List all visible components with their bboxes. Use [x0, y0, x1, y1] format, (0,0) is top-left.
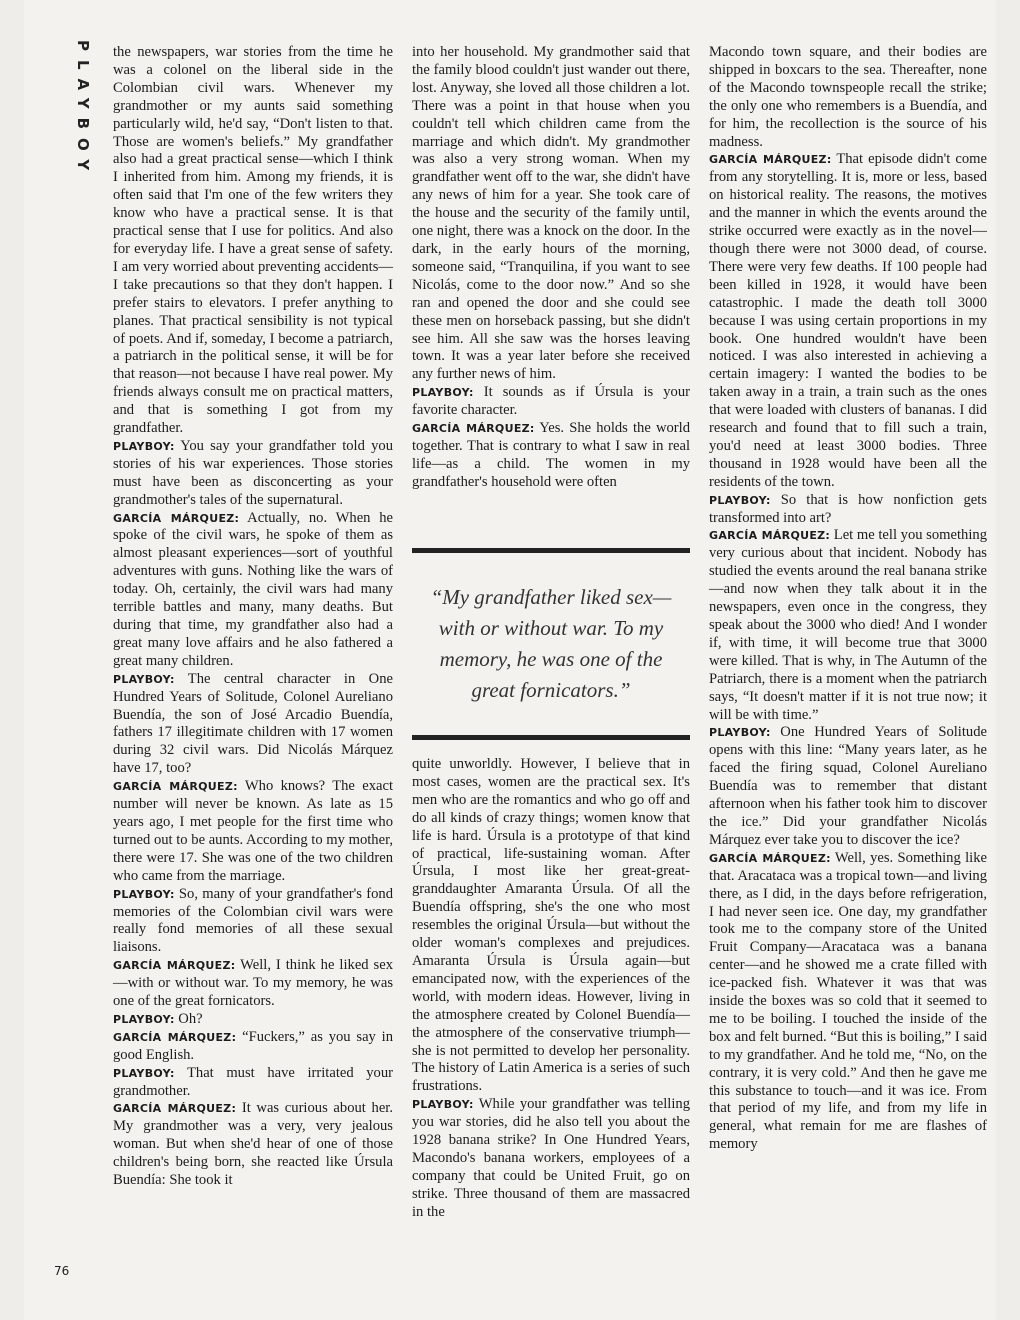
- paragraph-text: “Fuckers,” as you say in good English.: [113, 1028, 394, 1063]
- paragraph-text: It sounds as if Úrsula is your favorite character.: [412, 384, 690, 419]
- paragraph-text: into her household. My grandmother said that the family blood couldn't just wander out there, lost. Anyway, she loved all those children a lot. There was a point in that house when you couldn't tell which children came from the marriage and which didn't. My grandmother was also a very strong woman. When my grandfather went off to the war, she didn't have any news of him for a year. She took care of the house and the security of the family until, one night, there was a knock on the door. In the dark, in the early hours of the morning, someone said, “Tranquilina, if you want to see Nicolás, come to the door now.” And so she ran and opened the door and she could see these men on horseback passing, but she didn't see him. All she saw was the horses leaving town. It was a year later before she received any further news of him.: [412, 44, 690, 383]
- paragraph: [412, 384, 690, 420]
- paragraph: [709, 850, 987, 1154]
- paragraph-text: While your grandfather was telling you war stories, did he also tell you about the 1928 banana strike? In One Hundred Years, Macondo's banana workers, employees of a company that could be United Fruit, go on strike. Three thousand of them are massacred in the: [412, 1096, 690, 1220]
- speaker-label: GARCÍA MÁRQUEZ:: [113, 1102, 237, 1116]
- speaker-label: PLAYBOY:: [113, 1066, 175, 1080]
- paragraph-text: It was curious about her. My grandmother was a very, very jealous woman. But when she'd hear of one of those children's being born, she reacted like Úrsula Buendía: She took it: [113, 1100, 394, 1189]
- paragraph-text: One Hundred Years of Solitude opens with this line: “Many years later, as he faced the firing squad, Colonel Aureliano Buendía was to remember that distant afternoon when his father took him to discover the ice.” Did your grandfather Nicolás Márquez ever take you to discover the ice?: [709, 724, 987, 848]
- text-column-1: [113, 44, 393, 1190]
- paragraph: [709, 724, 987, 849]
- paragraph: [412, 44, 690, 384]
- paragraph: [113, 44, 393, 438]
- magazine-page: [24, 0, 996, 1320]
- paragraph-text: Well, I think he liked sex—with or without war. To my memory, he was one of the great fornicators.: [113, 957, 393, 1010]
- speaker-label: PLAYBOY:: [709, 493, 771, 507]
- page-number: 76: [54, 1264, 70, 1278]
- speaker-label: GARCÍA MÁRQUEZ:: [113, 959, 236, 973]
- paragraph-text: Yes. She holds the world together. That is contrary to what I saw in real life—as a child. The women in my grandfather's household were often: [412, 420, 690, 490]
- speaker-label: GARCÍA MÁRQUEZ:: [412, 422, 535, 436]
- speaker-label: GARCÍA MÁRQUEZ:: [709, 529, 831, 543]
- speaker-label: PLAYBOY:: [412, 386, 474, 400]
- pull-quote-text: “My grandfather liked sex—with or without war. To my memory, he was one of the great fornicators.”: [430, 585, 672, 702]
- paragraph: [412, 756, 690, 1096]
- paragraph-text: So, many of your grandfather's fond memories of the Colombian civil wars were really fond memories of all these sexual liaisons.: [113, 885, 393, 956]
- paragraph: [113, 510, 393, 671]
- speaker-label: PLAYBOY:: [709, 726, 771, 740]
- paragraph: [113, 1100, 393, 1190]
- speaker-label: GARCÍA MÁRQUEZ:: [113, 511, 240, 525]
- paragraph: [709, 44, 987, 151]
- speaker-label: PLAYBOY:: [412, 1098, 474, 1112]
- paragraph-text: Who knows? The exact number will never be known. As late as 15 years ago, I met people for the first time who turned out to be aunts. According to my mother, there were 17. She was one of the two children who came from the marriage.: [113, 778, 394, 884]
- paragraph-text: The central character in One Hundred Years of Solitude, Colonel Aureliano Buendía, the son of José Arcadio Buendía, fathers 17 illegitimate children with 17 women during 32 civil wars. Did Nicolás Márquez have 17, too?: [113, 670, 393, 777]
- speaker-label: GARCÍA MÁRQUEZ:: [113, 780, 238, 794]
- paragraph: [412, 420, 690, 492]
- speaker-label: PLAYBOY:: [113, 887, 175, 901]
- text-column-3: [709, 44, 987, 1154]
- paragraph-text: quite unworldly. However, I believe that in most cases, women are the practical sex. It's men who are the romantics and who go off and do all kinds of crazy things; women know that life is hard. Úrsula is a prototype of that kind of practical, life-sustaining woman. After Úrsula, I most like her great-great-granddaughter Amaranta Úrsula. Of all the Buendía offspring, she's the one who most resembles the original Úrsula—but without the older woman's complexes and prejudices. Amaranta Úrsula is Úrsula again—but emancipated now, with the experiences of the world, with modern ideas. However, living in the atmosphere created by Colonel Buendía—the atmosphere of the conservative triumph—she is not permitted to develop her personality. The history of Latin America is a series of such frustrations.: [412, 756, 690, 1095]
- speaker-label: GARCÍA MÁRQUEZ:: [709, 153, 832, 167]
- paragraph-text: That must have irritated your grandmother.: [113, 1064, 393, 1099]
- paragraph: [113, 1029, 393, 1065]
- text-column-2-bottom: [412, 756, 690, 1222]
- speaker-label: PLAYBOY:: [113, 439, 175, 453]
- paragraph: [113, 438, 393, 510]
- speaker-label: GARCÍA MÁRQUEZ:: [709, 851, 831, 865]
- paragraph: [709, 527, 987, 724]
- speaker-label: GARCÍA MÁRQUEZ:: [113, 1030, 237, 1044]
- paragraph-text: Actually, no. When he spoke of the civil wars, he spoke of them as almost pleasant experiences—sort of youthful adventures with guns. Nothing like the wars of today. Oh, certainly, the civil wars had many terrible battles and many, many deaths. But during that time, my grandfather also had a great many love affairs and he also fathered a great many children.: [113, 509, 393, 669]
- masthead-text: PLAYBOY: [74, 40, 92, 180]
- paragraph-text: You say your grandfather told you stories of his war experiences. Those stories must have been as disconcerting as your grandmother's tales of the supernatural.: [113, 437, 393, 508]
- paragraph: [113, 1011, 393, 1029]
- paragraph: [113, 957, 393, 1011]
- paragraph: [709, 151, 987, 491]
- paragraph: [709, 492, 987, 528]
- paragraph-text: So that is how nonfiction gets transformed into art?: [709, 491, 987, 526]
- paragraph-text: That episode didn't come from any storytelling. It is, more or less, based on historical reality. The reasons, the motives and the manner in which the events around the strike occurred were exactly as in the novel—though there were not 3000 dead, of course. There were very few deaths. If 100 people had been killed in 1928, it would have been catastrophic. I made the death toll 3000 because I was using certain proportions in my book. One hundred wouldn't have been noticed. I was also interested in achieving a certain imagery: I wanted the bodies to be taken away in a train, a train such as the ones that were loaded with clusters of bananas. I did research and found that to fill such a train, you'd need at least 3000 bodies. Three thousand in 1928 would have been all the residents of the town.: [709, 151, 988, 490]
- paragraph-text: Let me tell you something very curious about that incident. Nobody has studied the events around the real banana strike—and now when they talk about it in the newspapers, even once in the congress, they speak about the 3000 who died! And I wonder if, with time, it will become true that 3000 were killed. That is why, in The Autumn of the Patriarch, there is a moment when the patriarch says, “It doesn't matter if it is not true now; it will be with time.”: [709, 527, 987, 723]
- speaker-label: PLAYBOY:: [113, 1012, 175, 1026]
- paragraph-text: Well, yes. Something like that. Aracataca was a tropical town—and living there, as I did, in the days before refrigeration, I had never seen ice. One day, my grandfather took me to the company store of the United Fruit Company—Aracataca was a banana center—and he showed me a crate filled with ice-packed fish. Whatever it was that was inside the boxes was so cold that it seemed to me to be boiling. I touched the inside of the box and felt burned. “But this is boiling,” I said to my grandfather. And he told me, “No, on the contrary, it is very cold.” And then he gave me this substance to touch—and it was ice. From that period of my life, and from my life in general, what remain for me are flashes of memory: [709, 849, 988, 1153]
- speaker-label: PLAYBOY:: [113, 672, 175, 686]
- paragraph: [113, 886, 393, 958]
- pull-quote: [412, 548, 690, 740]
- paragraph: [113, 671, 393, 778]
- text-column-2-top: [412, 44, 690, 492]
- paragraph: [412, 1096, 690, 1221]
- paragraph: [113, 1065, 393, 1101]
- paragraph: [113, 778, 393, 885]
- paragraph-text: Macondo town square, and their bodies are shipped in boxcars to the sea. Thereafter, none of the Macondo townspeople recall the strike; the only one who remembers is a Buendía, and for him, the recollection is the source of his madness.: [709, 44, 987, 150]
- masthead: [58, 40, 98, 200]
- paragraph-text: Oh?: [174, 1010, 203, 1027]
- paragraph-text: the newspapers, war stories from the time he was a colonel on the liberal side in the Colombian civil wars. Whenever my grandmother or my aunts said something particularly wild, he'd say, “Don't listen to that. Those are women's beliefs.” My grandfather also had a great practical sense—which I think I inherited from him. Among my friends, it is often said that I'm one of the few writers they know who have a practical sense. It is that practical sense that I use for politics. And also for everyday life. I have a great sense of safety. I am very worried about preventing accidents—I take precautions so that they don't happen. I prefer stairs to elevators. I prefer anything to planes. That practical sensibility is not typical of poets. And if, someday, I become a patriarch, a patriarch in the political sense, it will be for that reason—not because I have real power. My friends always consult me on practical matters, and that is something I got from my grandfather.: [113, 44, 393, 437]
